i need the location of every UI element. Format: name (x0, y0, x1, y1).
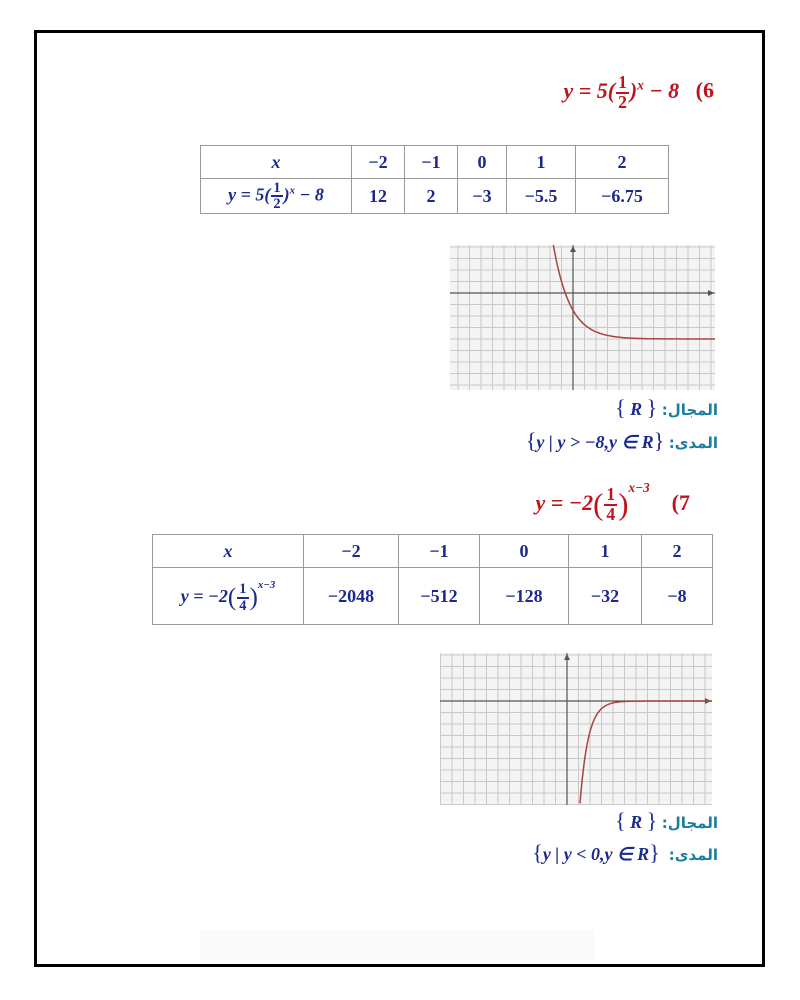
range-label: المدى: (668, 434, 718, 452)
problem-7-range (532, 840, 718, 866)
problem-7-table (152, 534, 713, 625)
problem-6-number: (6 (695, 77, 714, 103)
table-row (201, 146, 669, 179)
y-cell: −8 (642, 568, 713, 625)
y-header: y = −2( $\frac{1}{4}$ )$^{x-3}$ (153, 568, 304, 625)
x-cell: 2 (642, 535, 713, 568)
y-cell: −3 (458, 179, 507, 214)
x-header: x (153, 535, 304, 568)
graph-canvas (440, 653, 712, 805)
y-cell: −32 (569, 568, 642, 625)
problem-6-title (563, 74, 714, 111)
table-row (153, 535, 713, 568)
problem-7-number: (7 (671, 490, 690, 515)
domain-label: المجال: (661, 401, 718, 419)
problem-7-graph (440, 653, 712, 805)
domain-value: { R } (615, 808, 658, 833)
problem-6-range (526, 428, 718, 454)
range-label: المدى: (668, 846, 718, 864)
y-cell: −5.5 (507, 179, 576, 214)
x-cell: 0 (458, 146, 507, 179)
y-cell: 2 (405, 179, 458, 214)
table-row (201, 179, 669, 214)
problem-6-table (200, 145, 669, 214)
problem-7-domain (615, 808, 718, 834)
problem-7-equation: y = −2( $\frac{1}{4}$ )$^{x-3}$ (535, 480, 650, 524)
curve (580, 701, 712, 803)
y-cell: −6.75 (576, 179, 669, 214)
y-cell: −128 (480, 568, 569, 625)
x-cell: 0 (480, 535, 569, 568)
range-value: {y | y < 0,y ∈ R} (532, 840, 660, 865)
table-row (153, 568, 713, 625)
range-value: {y | y > −8,y ∈ R} (525, 428, 665, 453)
domain-label: المجال: (661, 814, 718, 832)
problem-6-domain (615, 395, 718, 421)
y-cell: 12 (352, 179, 405, 214)
x-cell: 2 (576, 146, 669, 179)
x-cell: 1 (569, 535, 642, 568)
domain-value: { R } (615, 395, 658, 420)
x-cell: −1 (405, 146, 458, 179)
y-header: y = 5( $\frac{1}{2}$ )$^x$ − 8 (201, 179, 352, 214)
problem-6-equation: y = 5( $\frac{1}{2}$ )$^x$ − 8 (563, 72, 680, 112)
x-cell: −2 (304, 535, 399, 568)
graph-canvas (450, 245, 715, 390)
problem-7-title (536, 480, 690, 524)
y-cell: −2048 (304, 568, 399, 625)
curve (553, 245, 715, 339)
x-cell: −2 (352, 146, 405, 179)
bottom-strip (200, 930, 595, 960)
y-cell: −512 (399, 568, 480, 625)
x-cell: −1 (399, 535, 480, 568)
x-cell: 1 (507, 146, 576, 179)
problem-6-graph (450, 245, 715, 390)
x-header: x (201, 146, 352, 179)
fraction: $\frac{1}{2}$ (618, 72, 627, 112)
